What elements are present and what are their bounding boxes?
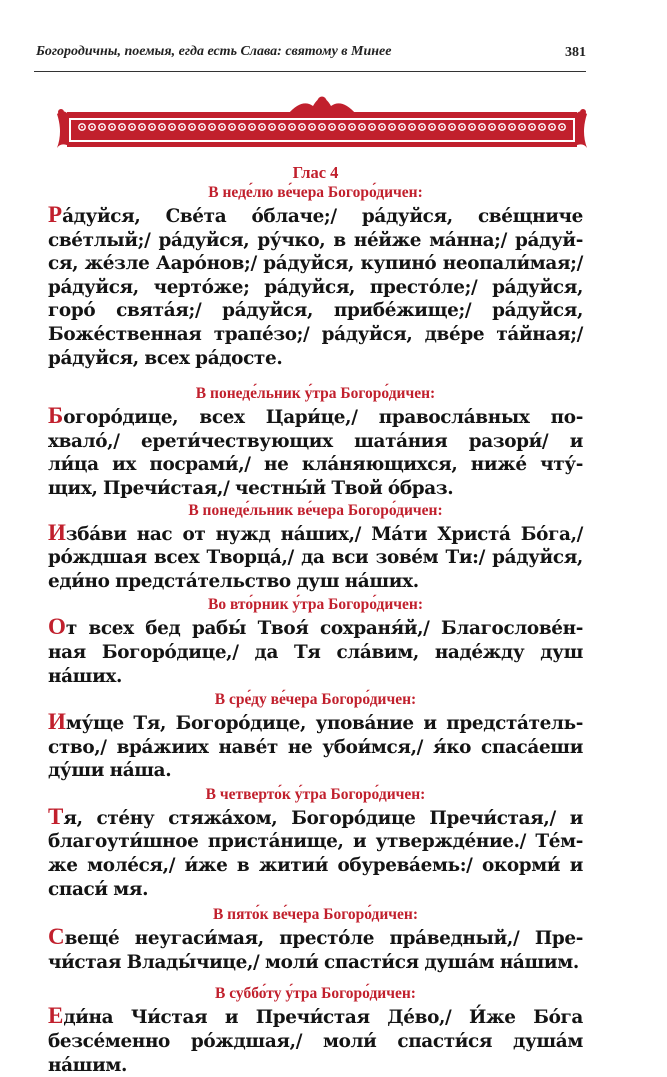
hymn-text: [48, 404, 583, 500]
hymn-line-text: на́ших.: [48, 665, 123, 687]
drop-initial-letter: С: [48, 924, 65, 950]
hymn-line: [48, 830, 583, 854]
hymn-line-text: безсе́менно ро́ждшая,/ моли́ спасти́ся душа́м: [48, 1031, 583, 1053]
hymn-line: [48, 229, 583, 253]
hymn-line-text: я, сте́ну стяжа́хом, Богоро́дице Пречи́стая,/ и: [63, 807, 583, 829]
hymn-line-text: Боже́ственная трапе́зо;/ ра́дуйся, две́ре та́йная;/: [48, 323, 583, 345]
hymn-line-text: му́ще Тя, Богоро́дице, упова́ние и предста́тель-: [65, 713, 583, 735]
hymn-line: [48, 710, 583, 736]
hymn-line: [48, 453, 583, 477]
hymn-line: [48, 477, 583, 501]
hymn-line-text: чи́стая Влады́чице,/ моли́ спасти́ся душа́м на́шим.: [48, 951, 579, 973]
hymn-text: [48, 203, 583, 370]
hymn-line-text: ду́ши на́ша.: [48, 760, 172, 782]
hymn-line: [48, 546, 583, 570]
hymn-line-text: ро́ждшая всех Творца́,/ да вси зове́м Ти:/ ра́дуйся,: [48, 547, 583, 569]
running-title: Богородичны, поемыя, егда есть Слава: святому в Минее: [36, 44, 392, 59]
hymn-line-text: на́шим.: [48, 1054, 128, 1076]
drop-initial-letter: Т: [48, 803, 64, 829]
drop-initial-letter: Е: [48, 1003, 64, 1029]
hymn-line: [48, 925, 583, 951]
rubric-heading: В понеде́льник ве́чера Богоро́дичен:: [188, 501, 443, 519]
drop-initial-letter: Р: [48, 202, 63, 227]
hymn-line-text: а́дуйся, Све́та о́блаче;/ ра́дуйся, све́щниче: [62, 206, 583, 227]
hymn-line: [48, 951, 583, 975]
hymn-line: [48, 276, 583, 300]
hymn-line-text: спаси́ мя.: [48, 878, 149, 900]
hymn-line-text: благоути́шное приста́нище, и утвержде́ние./ Те́м-: [48, 831, 583, 853]
rubric-heading: В четверто́к у́тра Богоро́дичен:: [205, 785, 426, 803]
hymn-line: [48, 521, 583, 547]
page-number: 381: [565, 45, 586, 60]
drop-initial-letter: Б: [48, 403, 64, 429]
hymn-line: [48, 1030, 583, 1054]
hymn-line-text: ра́дуйся, всех ра́досте.: [48, 347, 283, 369]
hymn-text: [48, 615, 583, 688]
rubric-heading: В понеде́льник у́тра Богоро́дичен:: [195, 385, 436, 403]
hymn-text: [48, 805, 583, 901]
hymn-line: [48, 878, 583, 902]
rubric-heading: В пято́к ве́чера Богоро́дичен:: [212, 906, 419, 924]
hymn-line-text: веще́ неугаси́мая, престо́ле пра́ведный,/ Пре-: [64, 928, 583, 950]
hymn-line: [48, 736, 583, 760]
drop-initial-letter: И: [48, 709, 66, 735]
drop-initial-letter: И: [48, 519, 66, 545]
hymn-line-text: хвало́,/ ерети́чествующих шата́ния разори́/ и: [48, 430, 583, 452]
hymn-line-text: ди́на Чи́стая и Пречи́стая Де́во,/ И́же Бо́га: [63, 1007, 583, 1029]
hymn-line: [48, 570, 583, 594]
hymn-line-text: зба́ви нас от нужд на́ших,/ Ма́ти Христа́ Бо́га,/: [65, 523, 583, 545]
hymn-line-text: еди́но предста́тельство душ на́ших.: [48, 570, 419, 592]
hymn-line-text: горо́ свята́я;/ ра́дуйся, прибе́жище;/ ра́дуйся,: [48, 300, 583, 322]
hymn-line: [48, 805, 583, 831]
hymn-line: [48, 641, 583, 665]
hymn-line-text: ная Богоро́дице,/ да Тя сла́вим, наде́жду душ: [48, 641, 583, 663]
hymn-text: [48, 925, 583, 974]
hymn-line: [48, 1004, 583, 1030]
hymn-line: [48, 299, 583, 323]
hymn-line-text: ся, же́зле Ааро́нов;/ ра́дуйся, купино́ неопали́мая;/: [48, 253, 583, 275]
hymn-line-text: же моле́ся,/ и́же в житии́ обурева́емь:/ окорми́ и: [48, 855, 583, 877]
hymn-line: [48, 615, 583, 641]
hymn-line-text: све́тлый;/ ра́дуйся, ру́чко, в не́йже ма́нна;/ ра́дуй-: [48, 229, 583, 251]
hymn-line: [48, 404, 583, 430]
drop-initial-letter: О: [48, 614, 66, 640]
rubric-heading: В неде́лю ве́чера Богоро́дичен:: [208, 184, 423, 201]
hymn-text: [48, 1004, 583, 1077]
hymn-line-text: т всех бед рабы́ Твоя́ сохраня́й,/ Благослове́н-: [65, 618, 583, 640]
hymn-line: [48, 430, 583, 454]
hymn-line-text: щих, Пречи́стая,/ честны́й Твой о́браз.: [48, 477, 454, 499]
hymn-line-text: огоро́дице, всех Цари́це,/ правосла́вных по-: [63, 407, 583, 429]
hymn-line: [48, 347, 583, 371]
hymn-line-text: ли́ца их посрами́,/ не кла́няющихся, ниже́ чту́-: [48, 454, 583, 476]
hymn-line: [48, 665, 583, 689]
hymn-text: [48, 710, 583, 783]
hymn-line-text: ра́дуйся, черто́же; ра́дуйся, престо́ле;/ ра́дуйся,: [48, 276, 583, 298]
hymn-line: [48, 203, 583, 229]
hymn-line: [48, 854, 583, 878]
hymn-content: [48, 163, 583, 1077]
tone-heading: Глас 4: [292, 163, 339, 182]
hymn-text: [48, 521, 583, 594]
rubric-heading: В сре́ду ве́чера Богоро́дичен:: [214, 691, 417, 709]
headpiece-ornament-icon: [57, 92, 587, 150]
hymn-line: [48, 323, 583, 347]
hymn-line: [48, 252, 583, 276]
hymn-line: [48, 759, 583, 783]
hymn-line-text: ство,/ вра́жиих наве́т не убои́мся,/ я́ко спаса́еши: [48, 736, 583, 758]
hymn-line: [48, 1054, 583, 1077]
rubric-heading: Во вто́рник у́тра Богоро́дичен:: [207, 596, 423, 614]
rubric-heading: В суббо́ту у́тра Богоро́дичен:: [215, 985, 416, 1003]
header-rule: [34, 71, 586, 72]
